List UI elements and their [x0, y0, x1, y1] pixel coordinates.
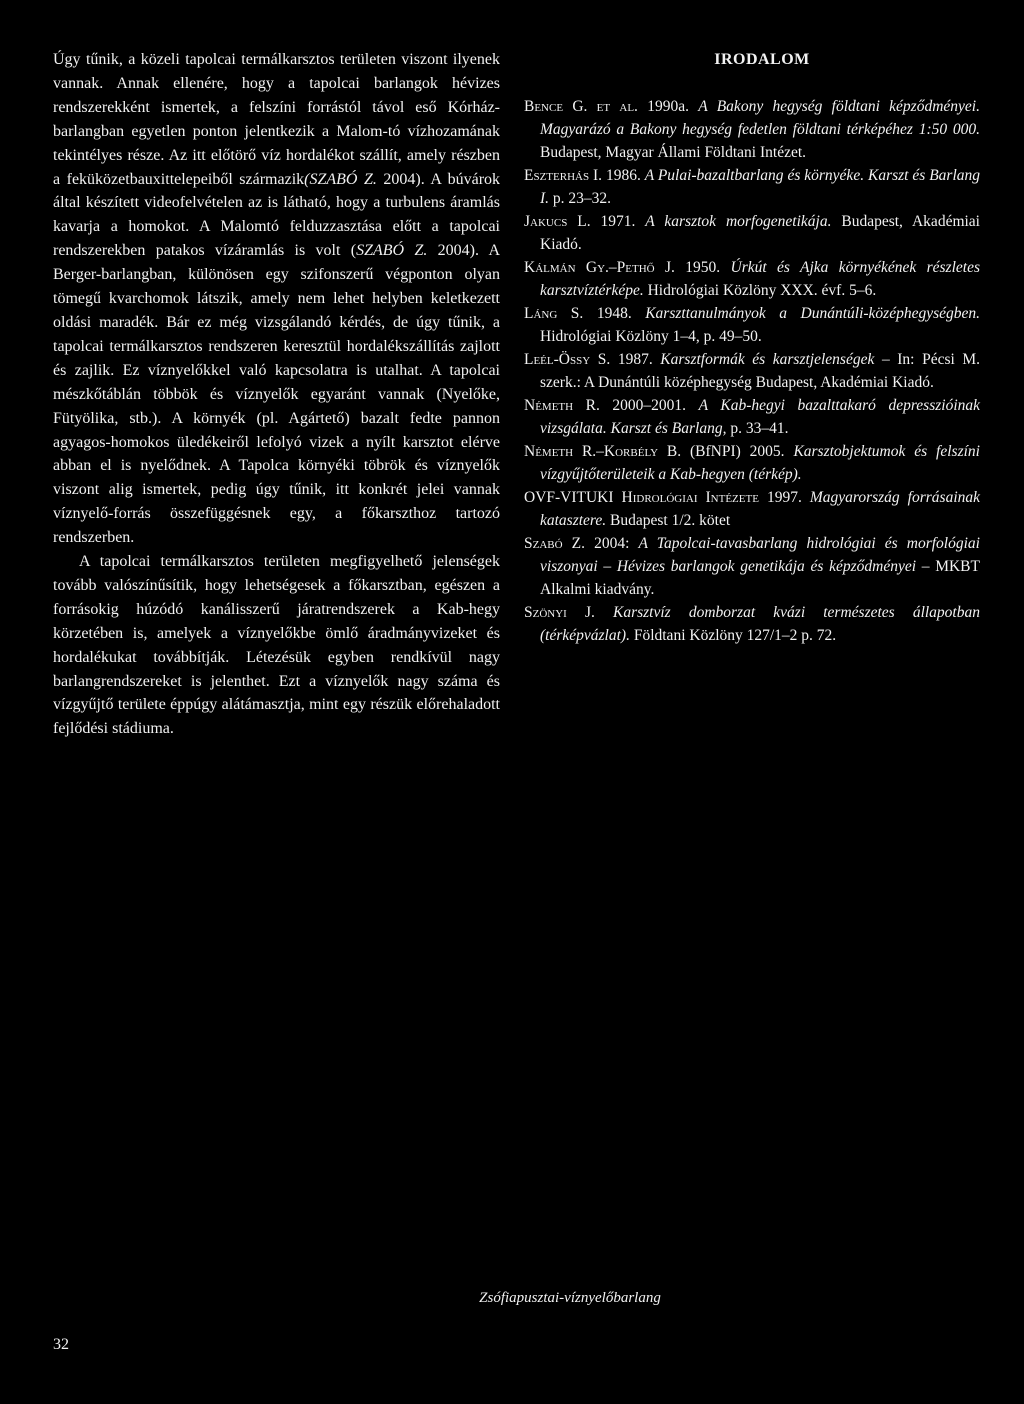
references-list — [524, 95, 980, 647]
reference-title: Úrkút és Ajka környékének részletes karsztvíztérképe. — [540, 259, 980, 299]
reference-year: 1987. — [610, 351, 661, 368]
references-column — [524, 48, 980, 647]
reference-year: (BfNPI) 2005. — [681, 443, 794, 460]
reference-item — [524, 486, 980, 532]
citation: (SZABÓ Z. — [304, 170, 377, 188]
citation-year: 2004). — [376, 170, 425, 188]
reference-item — [524, 302, 980, 348]
reference-author: Németh R.–Korbély B. — [524, 443, 682, 460]
body-paragraph-1 — [53, 48, 500, 550]
body-paragraph-2: A tapolcai termálkarsztos területen megfigyelhető jelenségek tovább valószínűsítik, hogy lehetségesek a főkarsztban, egészen a forrásokig húzódó kanálisszerű járatrendszerek a Kab-hegy körzetében is, amelyek a víznyelőkbe ömlő áradmányvizeket és hordalékukat továbbítják. Létezésük egyben rendkívül nagy barlangrendszereket is jelenthet. Ezt a víznyelők nagy száma és vízgyűjtő területe éppúgy alátámasztja, mint egy részük előrehaladott fejlődési stádiuma. — [53, 553, 500, 738]
reference-year: 1990a. — [637, 98, 699, 115]
figure-caption: Zsófiapusztai-víznyelőbarlang — [479, 1290, 661, 1306]
reference-year — [595, 604, 613, 621]
reference-year: 1997. — [758, 489, 810, 506]
reference-item — [524, 348, 980, 394]
reference-year: 1971. — [590, 213, 646, 230]
reference-details: Hidrológiai Közlöny XXX. évf. 5–6. — [643, 282, 877, 299]
body-text: Úgy tűnik, a közeli tapolcai termálkarsztos területen viszont ilyenek vannak. Annak ellenére, hogy a tapolcai barlangok hévizes rendszerekként ismertek, a felszíni forrástól távol eső Kórház-barlangban egyetlen ponton jelentkezik a Malom-tó vízhozamának tekintélyes része. Az itt előtörő víz hordalékot szállít, amely részben a feküközetbauxittelepeiből származik — [53, 51, 500, 188]
reference-title: A Pulai-bazaltbarlang és környéke. Karszt és Barlang I. — [540, 167, 980, 207]
reference-item — [524, 440, 980, 486]
reference-title: A Bakony hegység földtani képződményei. Magyarázó a Bakony hegység fedetlen földtani térképéhez 1:50 000. — [540, 98, 980, 138]
reference-title: Karszttanulmányok a Dunántúli-középhegységben. — [645, 305, 981, 322]
reference-author: Jakucs L. — [524, 213, 591, 230]
reference-details: Budapest, Akadémiai Kiadó. — [540, 213, 980, 253]
reference-year: 1950. — [674, 259, 731, 276]
reference-year: 2000–2001. — [599, 397, 699, 414]
body-text: A búvárok által készített videofelvételen az is látható, hogy a turbulens áramlás kavarja a homokot. A Malomtó felduzzasztása előtt a tapolcai rendszerekben patakos vízáramlás is volt ( — [53, 170, 501, 260]
reference-item — [524, 601, 980, 647]
reference-year: 1948. — [583, 305, 646, 322]
reference-title: Magyarország forrásainak katasztere. — [540, 489, 981, 529]
reference-author: Kálmán Gy.–Pethő J. — [524, 259, 675, 276]
reference-item — [524, 532, 980, 601]
reference-title: A Tapolcai-tavasbarlang hidrológiai és morfológiai viszonyai – Hévizes barlangok genetikája és képződményei — [540, 535, 980, 575]
reference-author: Szönyi J. — [524, 604, 595, 621]
reference-year: 2004: — [585, 535, 639, 552]
reference-details: p. 23–32. — [549, 190, 612, 207]
references-heading: IRODALOM — [714, 51, 810, 68]
reference-details: Budapest, Magyar Állami Földtani Intézet. — [540, 144, 807, 161]
reference-title: Karsztobjektumok és felszíni vízgyűjtőterületeik a Kab-hegyen (térkép). — [540, 443, 980, 483]
page-number: 32 — [53, 1336, 69, 1353]
reference-item — [524, 210, 980, 256]
reference-item — [524, 164, 980, 210]
reference-details: Budapest 1/2. kötet — [606, 512, 731, 529]
reference-item — [524, 394, 980, 440]
reference-title: Karsztvíz domborzat kvázi természetes állapotban (térképvázlat). — [540, 604, 980, 644]
reference-item — [524, 95, 980, 164]
body-text: 2004). A Berger-barlangban, különösen egy szifonszerű végponton olyan tömegű kvarchomok látszik, amely nem lehet helyben keletkezett oldási maradék. Bár ez még vizsgálandó kérdés, de úgy tűnik, a tapolcai termálkarsztos rendszeren keresztül hordalékszállítás zajlott és zajlik. Ez víznyelőkkel való kapcsolatra is utalhat. A tapolcai mészkőtáblán többök és víznyelők egyaránt vannak (Nyelőke, Fütyölika, stb.). A környék (pl. Agártető) bazalt fedte pannon agyagos-homokos üledékeiről lefolyó vizek a nyílt karsztot elérve abban el is nyelődnek. A Tapolca környéki töbrök és víznyelők viszont alig ismertek, pedig úgy tűnik, itt konkrét jelei vannak víznyelő-forrás összefüggésnek egy, a főkarszthoz tartozó rendszerben. — [53, 242, 501, 547]
reference-details: – MKBT Alkalmi kiadvány. — [540, 558, 980, 598]
reference-author: Németh R. — [524, 397, 600, 414]
main-text-column — [53, 48, 500, 741]
reference-title: Karsztformák és karsztjelenségek — [660, 351, 875, 368]
reference-title: A Kab-hegyi bazalttakaró depresszióinak vizsgálata. Karszt és Barlang, — [540, 397, 980, 437]
reference-year: 1986. — [602, 167, 645, 184]
reference-title: A karsztok morfogenetikája. — [645, 213, 832, 230]
reference-author: OVF-VITUKI Hidrológiai Intézete — [524, 489, 759, 506]
reference-item — [524, 256, 980, 302]
reference-author: Leél-Össy S. — [524, 351, 611, 368]
citation: SZABÓ Z. — [356, 242, 428, 260]
reference-details: p. 33–41. — [726, 420, 789, 437]
reference-author: Láng S. — [524, 305, 584, 322]
reference-author: Eszterhás I. — [524, 167, 603, 184]
reference-details: Földtani Közlöny 127/1–2 p. 72. — [629, 627, 837, 644]
reference-details: Hidrológiai Közlöny 1–4, p. 49–50. — [540, 328, 762, 345]
reference-details: – In: Pécsi M. szerk.: A Dunántúli középhegység Budapest, Akadémiai Kiadó. — [540, 351, 981, 391]
reference-author: Szabó Z. — [524, 535, 585, 552]
reference-author: Bence G. et al. — [524, 98, 638, 115]
